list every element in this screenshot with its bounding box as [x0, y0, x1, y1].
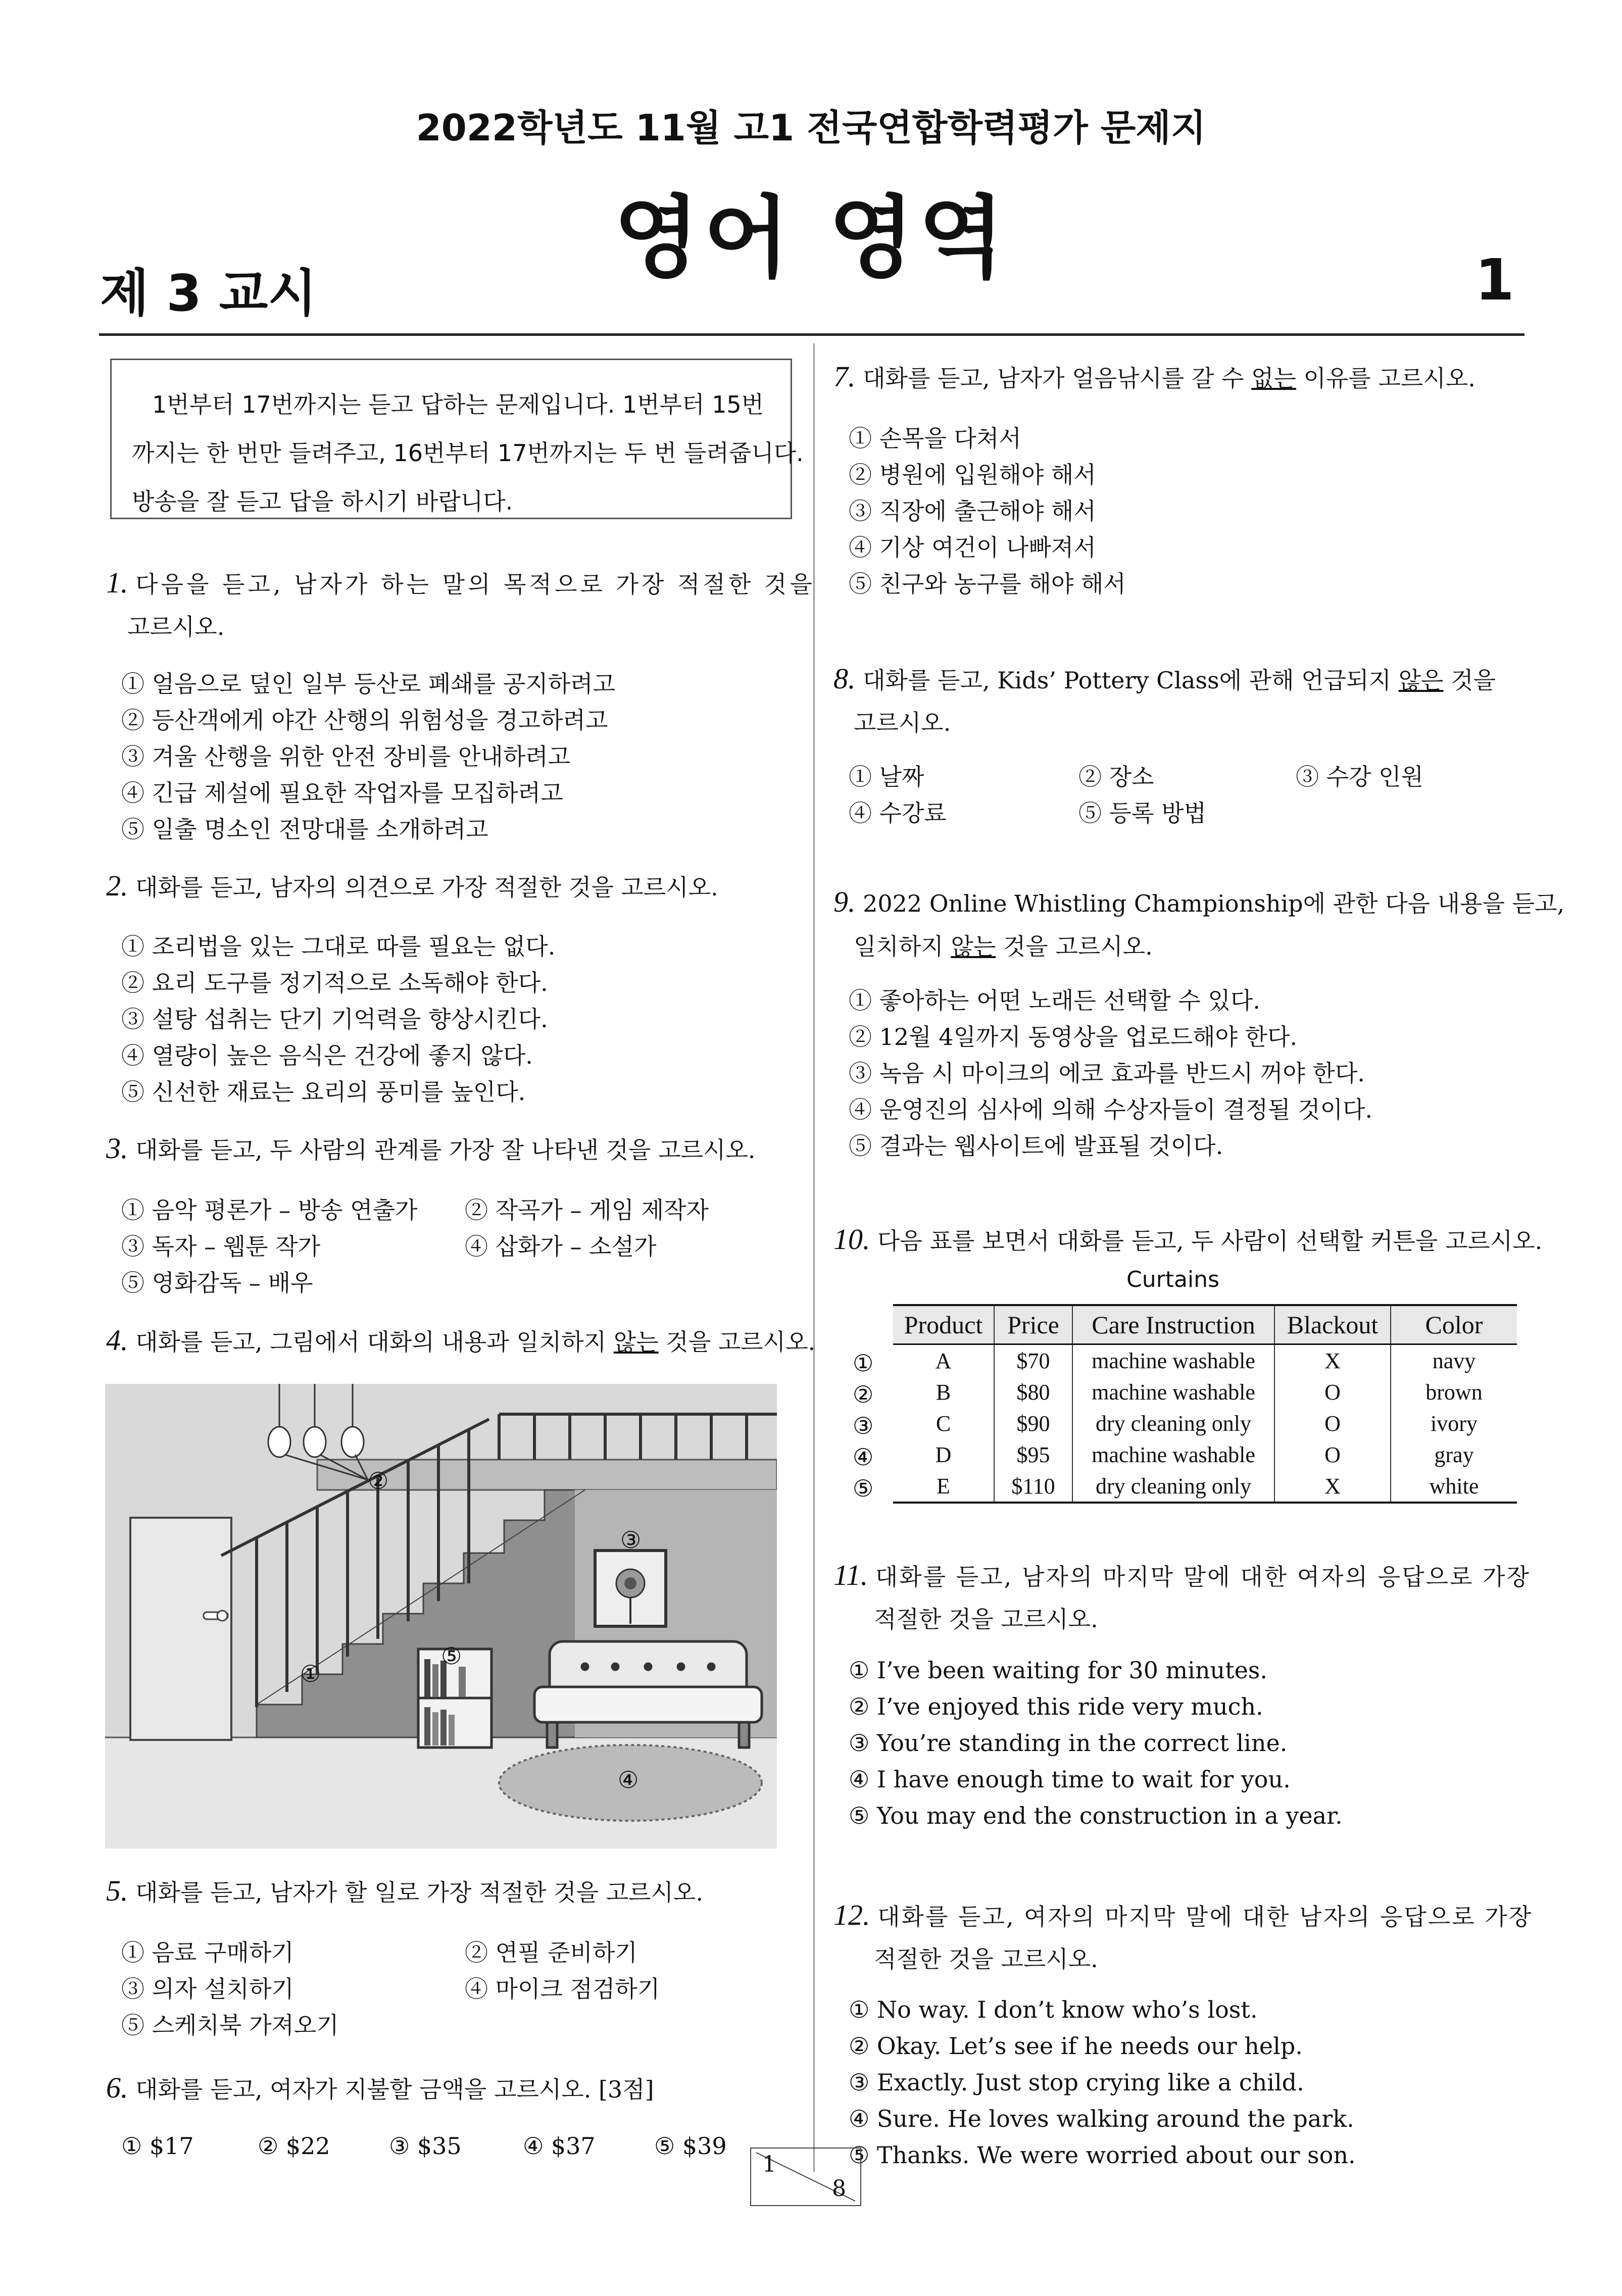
question-text-pre: 대화를 듣고, 남자가 얼음낚시를 갈 수	[863, 365, 1252, 392]
question-text: 대화를 듣고, 남자의 의견으로 가장 적절한 것을 고르시오.	[135, 874, 718, 901]
table-cell: $95	[994, 1439, 1072, 1470]
table-cell: X	[1274, 1344, 1391, 1377]
question-number: 3.	[106, 1132, 128, 1165]
table-row	[893, 1470, 1517, 1503]
q12-option-2[interactable]: ② Okay. Let’s see if he needs our help.	[849, 2032, 1303, 2060]
q9-option-3[interactable]: ③ 녹음 시 마이크의 에코 효과를 반드시 꺼야 한다.	[849, 1060, 1365, 1087]
question-text: 2022 Online Whistling Championship에 관한 다음 내용을 듣고,	[863, 890, 1565, 917]
door	[130, 1518, 231, 1740]
picture-label-5: ⑤	[441, 1642, 462, 1670]
column-header: Blackout	[1274, 1305, 1391, 1344]
table-cell: brown	[1391, 1376, 1517, 1408]
table-cell: X	[1274, 1470, 1391, 1503]
table-title: Curtains	[1126, 1267, 1219, 1292]
table-row	[893, 1344, 1517, 1377]
question-number: 12.	[833, 1899, 870, 1931]
question-9-stem-cont	[854, 928, 1153, 962]
column-divider	[813, 343, 815, 2172]
picture-label-2: ②	[368, 1467, 389, 1494]
notice-line: 방송을 잘 듣고 답을 하시기 바랍니다.	[132, 488, 513, 515]
q9-option-2[interactable]: ② 12월 4일까지 동영상을 업로드해야 한다.	[849, 1023, 1298, 1051]
q8-option-5[interactable]: ⑤ 등록 방법	[1078, 800, 1206, 827]
q3-option-3[interactable]: ③ 독자 – 웹툰 작가	[121, 1233, 321, 1260]
question-12-stem-cont: 적절한 것을 고르시오.	[874, 1945, 1098, 1973]
q3-option-1[interactable]: ① 음악 평론가 – 방송 연출가	[121, 1196, 418, 1224]
table-cell: E	[893, 1470, 994, 1503]
question-text-post: 이유를 고르시오.	[1296, 365, 1476, 392]
table-row	[893, 1408, 1517, 1439]
question-10-stem	[833, 1222, 1542, 1256]
question-text-post: 것을 고르시오.	[996, 933, 1153, 960]
sunflower-frame	[595, 1551, 666, 1626]
listening-notice	[110, 359, 804, 519]
table-row-mark[interactable]: ②	[853, 1381, 874, 1408]
q6-option-2[interactable]: ② $22	[258, 2132, 330, 2160]
question-11-stem-cont: 적절한 것을 고르시오.	[874, 1606, 1098, 1633]
question-8-stem-cont: 고르시오.	[854, 709, 951, 736]
subject-title: 영어 영역	[613, 186, 1009, 290]
q1-option-1[interactable]: ① 얼음으로 덮인 일부 등산로 폐쇄를 공지하려고	[121, 670, 616, 697]
question-1-stem-cont: 고르시오.	[127, 613, 225, 640]
question-text: 대화를 듣고, 남자의 마지막 말에 대한 여자의 응답으로 가장	[875, 1563, 1531, 1590]
column-header: Product	[893, 1305, 994, 1344]
question-text-underlined: 않는	[613, 1328, 659, 1356]
question-text-pre: 일치하지	[854, 933, 951, 960]
table-cell: white	[1391, 1470, 1517, 1503]
q11-option-1[interactable]: ① I’ve been waiting for 30 minutes.	[849, 1657, 1268, 1684]
q7-option-4[interactable]: ④ 기상 여건이 나빠져서	[849, 534, 1096, 561]
q11-option-3[interactable]: ③ You’re standing in the correct line.	[849, 1729, 1288, 1757]
question-number: 7.	[833, 360, 856, 393]
q3-option-4[interactable]: ④ 삽화가 – 소설가	[465, 1233, 657, 1260]
table-cell: machine washable	[1072, 1376, 1274, 1408]
table-cell: O	[1274, 1376, 1391, 1408]
column-header: Price	[994, 1305, 1072, 1344]
current-page: 1	[762, 2152, 776, 2177]
q7-option-2[interactable]: ② 병원에 입원해야 해서	[849, 461, 1096, 488]
question-text: 대화를 듣고, 여자의 마지막 말에 대한 남자의 응답으로 가장	[877, 1903, 1533, 1930]
q1-option-4[interactable]: ④ 긴급 제설에 필요한 작업자를 모집하려고	[121, 779, 563, 807]
q1-option-5[interactable]: ⑤ 일출 명소인 전망대를 소개하려고	[121, 816, 488, 843]
table-header-row	[893, 1305, 1517, 1344]
table-cell: machine washable	[1072, 1439, 1274, 1470]
curtains-table	[893, 1304, 1517, 1504]
table-row-mark[interactable]: ①	[853, 1350, 874, 1377]
table-cell: O	[1274, 1439, 1391, 1470]
living-room-illustration	[105, 1384, 777, 1849]
table-cell: ivory	[1391, 1408, 1517, 1439]
question-2-stem	[106, 869, 718, 903]
q8-option-3[interactable]: ③ 수강 인원	[1296, 763, 1423, 790]
question-text: 대화를 듣고, 두 사람의 관계를 가장 잘 나타낸 것을 고르시오.	[135, 1136, 756, 1164]
q5-option-4[interactable]: ④ 마이크 점검하기	[465, 1975, 660, 2003]
table-cell: dry cleaning only	[1072, 1408, 1274, 1439]
question-number: 8.	[833, 662, 856, 695]
question-3-stem	[106, 1131, 755, 1165]
table-cell: navy	[1391, 1344, 1517, 1377]
table-cell: machine washable	[1072, 1344, 1274, 1377]
question-text-post: 것을 고르시오.	[658, 1328, 816, 1356]
q7-option-1[interactable]: ① 손목을 다쳐서	[849, 425, 1021, 452]
header-rule	[99, 333, 1525, 336]
page-number: 1	[1475, 247, 1514, 313]
table-cell: C	[893, 1408, 994, 1439]
question-text: 대화를 듣고, 남자가 할 일로 가장 적절한 것을 고르시오.	[135, 1879, 703, 1906]
q6-option-4[interactable]: ④ $37	[523, 2132, 596, 2160]
notice-line: 까지는 한 번만 들려주고, 16번부터 17번까지는 두 번 들려줍니다.	[132, 439, 804, 467]
table-cell: gray	[1391, 1439, 1517, 1470]
q11-option-5[interactable]: ⑤ You may end the construction in a year.	[849, 1802, 1343, 1829]
q8-option-2[interactable]: ② 장소	[1078, 763, 1154, 790]
q9-option-4[interactable]: ④ 운영진의 심사에 의해 수상자들이 결정될 것이다.	[849, 1096, 1373, 1123]
question-6-stem	[106, 2071, 654, 2105]
picture-label-3: ③	[620, 1526, 642, 1554]
column-header: Care Instruction	[1072, 1305, 1274, 1344]
q5-option-3[interactable]: ③ 의자 설치하기	[121, 1975, 294, 2003]
q6-option-5[interactable]: ⑤ $39	[654, 2132, 727, 2160]
q5-option-1[interactable]: ① 음료 구매하기	[121, 1939, 294, 1966]
question-text: 다음을 듣고, 남자가 하는 말의 목적으로 가장 적절한 것을	[135, 571, 815, 598]
q6-option-1[interactable]: ① $17	[121, 2132, 194, 2160]
q2-option-3[interactable]: ③ 설탕 섭취는 단기 기억력을 향상시킨다.	[121, 1006, 548, 1033]
question-5-stem	[106, 1874, 703, 1908]
question-12-stem	[833, 1898, 1533, 1932]
question-number: 6.	[106, 2071, 128, 2104]
q2-option-4[interactable]: ④ 열량이 높은 음식은 건강에 좋지 않다.	[121, 1042, 533, 1069]
question-1-stem	[106, 566, 815, 600]
table-row-mark[interactable]: ③	[853, 1412, 874, 1439]
table-cell: O	[1274, 1408, 1391, 1439]
table-cell: dry cleaning only	[1072, 1470, 1274, 1503]
q6-option-3[interactable]: ③ $35	[389, 2132, 462, 2160]
q3-option-2[interactable]: ② 작곡가 – 게임 제작자	[465, 1196, 709, 1224]
question-text-post: 것을	[1443, 667, 1496, 694]
question-number: 1.	[106, 566, 128, 599]
q12-option-4[interactable]: ④ Sure. He loves walking around the park.	[849, 2105, 1354, 2132]
q9-option-1[interactable]: ① 좋아하는 어떤 노래든 선택할 수 있다.	[849, 987, 1260, 1014]
q12-option-3[interactable]: ③ Exactly. Just stop crying like a child.	[849, 2069, 1304, 2096]
table-cell: A	[893, 1344, 994, 1377]
table-row	[893, 1376, 1517, 1408]
question-number: 11.	[833, 1559, 868, 1591]
question-number: 10.	[833, 1223, 870, 1256]
table-row-mark[interactable]: ④	[853, 1443, 874, 1471]
q8-option-1[interactable]: ① 날짜	[849, 763, 924, 790]
q7-option-5[interactable]: ⑤ 친구와 농구를 해야 해서	[849, 570, 1126, 597]
question-number: 9.	[833, 885, 856, 918]
q11-option-2[interactable]: ② I’ve enjoyed this ride very much.	[849, 1693, 1263, 1720]
picture-label-1: ①	[300, 1660, 321, 1687]
q8-option-4[interactable]: ④ 수강료	[849, 800, 947, 827]
question-text: 대화를 듣고, 여자가 지불할 금액을 고르시오. [3점]	[135, 2076, 654, 2103]
q7-option-3[interactable]: ③ 직장에 출근해야 해서	[849, 497, 1096, 525]
question-number: 5.	[106, 1874, 128, 1907]
table-row	[893, 1439, 1517, 1470]
picture-label-4: ④	[618, 1766, 639, 1793]
question-4-stem	[106, 1323, 815, 1357]
question-number: 4.	[106, 1324, 128, 1357]
table-cell: $70	[994, 1344, 1072, 1377]
table-cell: B	[893, 1376, 994, 1408]
exam-title: 2022학년도 11월 고1 전국연합학력평가 문제지	[416, 107, 1206, 149]
q12-option-5[interactable]: ⑤ Thanks. We were worried about our son.	[849, 2141, 1356, 2169]
table-cell: $80	[994, 1376, 1072, 1408]
q5-option-5[interactable]: ⑤ 스케치북 가져오기	[121, 2012, 339, 2039]
notice-line: 1번부터 17번까지는 듣고 답하는 문제입니다. 1번부터 15번	[152, 391, 764, 418]
q2-option-5[interactable]: ⑤ 신선한 재료는 요리의 풍미를 높인다.	[121, 1078, 526, 1106]
q1-option-2[interactable]: ② 등산객에게 야간 산행의 위험성을 경고하려고	[121, 707, 608, 734]
question-text-pre: 대화를 듣고, 그림에서 대화의 내용과 일치하지	[135, 1328, 614, 1356]
page-indicator	[750, 2148, 861, 2206]
column-header: Color	[1391, 1305, 1517, 1344]
table-cell: $90	[994, 1408, 1072, 1439]
q1-option-3[interactable]: ③ 겨울 산행을 위한 안전 장비를 안내하려고	[121, 743, 571, 770]
q11-option-4[interactable]: ④ I have enough time to wait for you.	[849, 1766, 1291, 1793]
question-8-stem	[833, 662, 1496, 695]
question-text-pre: 대화를 듣고, Kids’ Pottery Class에 관해 언급되지	[863, 667, 1399, 694]
table-cell: D	[893, 1439, 994, 1470]
question-text-underlined: 않은	[1398, 667, 1444, 694]
question-text-underlined: 않는	[951, 933, 996, 960]
question-11-stem	[833, 1558, 1531, 1592]
total-pages: 8	[832, 2176, 846, 2202]
question-number: 2.	[106, 869, 128, 902]
question-7-stem	[833, 360, 1476, 393]
question-text: 다음 표를 보면서 대화를 듣고, 두 사람이 선택할 커튼을 고르시오.	[877, 1227, 1543, 1255]
q2-option-1[interactable]: ① 조리법을 있는 그대로 따를 필요는 없다.	[121, 933, 556, 960]
table-cell: $110	[994, 1470, 1072, 1503]
q12-option-1[interactable]: ① No way. I don’t know who’s lost.	[849, 1996, 1258, 2023]
question-text-underlined: 없는	[1251, 365, 1296, 392]
q9-option-5[interactable]: ⑤ 결과는 웹사이트에 발표될 것이다.	[849, 1132, 1223, 1160]
q5-option-2[interactable]: ② 연필 준비하기	[465, 1939, 637, 1966]
q2-option-2[interactable]: ② 요리 도구를 정기적으로 소독해야 한다.	[121, 969, 548, 996]
q3-option-5[interactable]: ⑤ 영화감독 – 배우	[121, 1269, 313, 1296]
question-9-stem	[833, 885, 1564, 919]
table-row-mark[interactable]: ⑤	[853, 1475, 874, 1502]
period-label: 제 3 교시	[100, 264, 317, 323]
